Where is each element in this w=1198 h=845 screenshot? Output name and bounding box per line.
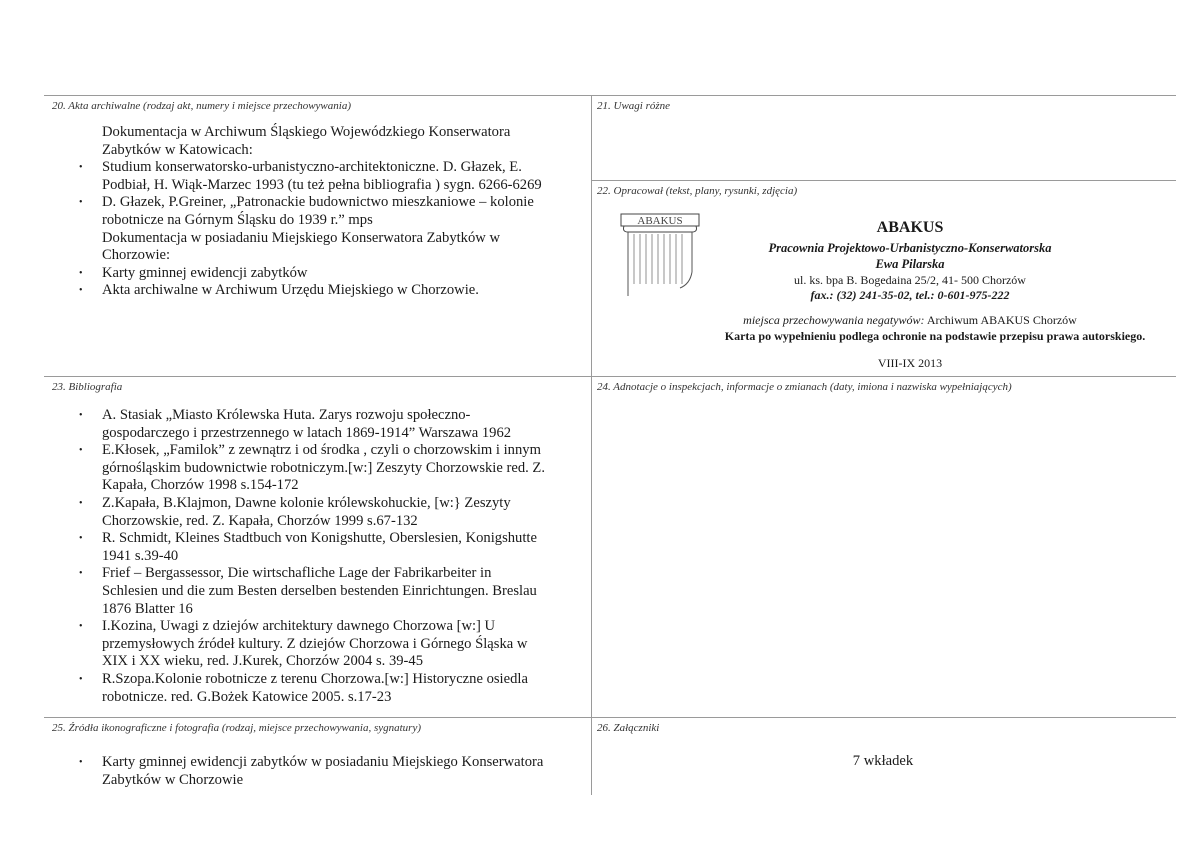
list-item: • R. Schmidt, Kleines Stadtbuch von Konigshutte, Oberslesien, Konigshutte bbox=[52, 530, 545, 548]
list-item-text: 1876 Blatter 16 bbox=[102, 600, 193, 617]
attachments-count: 7 wkładek bbox=[852, 753, 914, 769]
rule-row3 bbox=[44, 717, 1176, 718]
company-person: Ewa Pilarska bbox=[875, 257, 945, 271]
list-item-text: Chorzowie: bbox=[102, 247, 171, 264]
list-item: • Akta archiwalne w Archiwum Urzędu Miejskiego w Chorzowie. bbox=[52, 282, 542, 300]
list-item-text: Zabytków w Chorzowie bbox=[102, 771, 244, 788]
negatives-storage bbox=[720, 313, 1100, 328]
rule-top bbox=[44, 95, 1176, 96]
list-item-text: 1941 s.39-40 bbox=[102, 547, 179, 564]
card-date: VIII-IX 2013 bbox=[877, 356, 943, 370]
list-item: • Z.Kapała, B.Klajmon, Dawne kolonie królewskohuckie, [w:} Zeszyty bbox=[52, 495, 545, 513]
section-23-body bbox=[52, 407, 545, 706]
list-item-text: Schlesien und die zum Besten derselben bestenden Einrichtungen. Breslau bbox=[102, 582, 537, 599]
list-item-text: robotnicze na Górnym Śląsku do 1939 r.” mps bbox=[102, 211, 373, 228]
section-25-body bbox=[52, 754, 543, 789]
list-item-text: Zabytków w Katowicach: bbox=[102, 141, 253, 158]
list-item-text: Kapała, Chorzów 1998 s.154-172 bbox=[102, 477, 299, 494]
list-item: • Karty gminnej ewidencji zabytków bbox=[52, 265, 542, 283]
negatives-label: miejsca przechowywania negatywów: bbox=[743, 313, 925, 327]
company-name: ABAKUS bbox=[876, 219, 944, 236]
list-item-text: Dokumentacja w Archiwum Śląskiego Wojewódzkiego Konserwatora bbox=[102, 124, 511, 140]
section-20-label: 20. Akta archiwalne (rodzaj akt, numery i miejsce przechowywania) bbox=[52, 100, 351, 112]
rule-mid-right bbox=[591, 180, 1176, 181]
section-21-label: 21. Uwagi różne bbox=[597, 100, 671, 112]
list-item: • Karty gminnej ewidencji zabytków w posiadaniu Miejskiego Konserwatora bbox=[52, 754, 543, 772]
company-address: ul. ks. bpa B. Bogedaina 25/2, 41- 500 Chorzów bbox=[794, 273, 1026, 287]
company-subtitle: Pracownia Projektowo-Urbanistyczno-Konserwatorska bbox=[768, 241, 1052, 255]
section-20-body bbox=[52, 124, 542, 300]
section-24-label: 24. Adnotacje o inspekcjach, informacje o zmianach (daty, imiona i nazwiska wypełniających) bbox=[597, 381, 1012, 393]
section-26-label: 26. Załączniki bbox=[597, 722, 660, 734]
abakus-column-logo-icon bbox=[620, 212, 700, 300]
list-item: • Studium konserwatorsko-urbanistyczno-architektoniczne. D. Głazek, E. bbox=[52, 159, 542, 177]
section-25-label: 25. Źródła ikonograficzne i fotografia (rodzaj, miejsce przechowywania, sygnatury) bbox=[52, 722, 421, 734]
list-item-text: Dokumentacja w posiadaniu Miejskiego Konserwatora Zabytków w bbox=[102, 229, 500, 246]
list-item-text: robotnicze. red. G.Bożek Katowice 2005. s.17-23 bbox=[102, 688, 392, 705]
list-item-text: górnośląskim budownictwie robotniczym.[w:] Zeszyty Chorzowskie red. Z. bbox=[102, 459, 545, 476]
list-item: • Frief – Bergassessor, Die wirtschafliche Lage der Fabrikarbeiter in bbox=[52, 565, 545, 583]
list-item: • E.Kłosek, „Familok” z zewnątrz i od środka , czyli o chorzowskim i innym bbox=[52, 442, 545, 460]
company-contact: fax.: (32) 241-35-02, tel.: 0-601-975-222 bbox=[810, 288, 1010, 302]
list-item: • I.Kozina, Uwagi z dziejów architektury dawnego Chorzowa [w:] U bbox=[52, 618, 545, 636]
list-item-text: XIX i XX wieku, red. J.Kurek, Chorzów 2004 s. 39-45 bbox=[102, 653, 424, 670]
section-23-label: 23. Bibliografia bbox=[52, 381, 123, 393]
list-item: • D. Głazek, P.Greiner, „Patronackie budownictwo mieszkaniowe – kolonie bbox=[52, 194, 542, 212]
list-item-text: Podbiał, H. Wiąk-Marzec 1993 (tu też pełna bibliografia ) sygn. 6266-6269 bbox=[102, 176, 542, 193]
negatives-value: Archiwum ABAKUS Chorzów bbox=[924, 313, 1077, 327]
list-item-text: Chorzowskie, red. Z. Kapała, Chorzów 1999 s.67-132 bbox=[102, 512, 418, 529]
rule-row2 bbox=[44, 376, 1176, 377]
list-item: • A. Stasiak „Miasto Królewska Huta. Zarys rozwoju społeczno- bbox=[52, 407, 545, 425]
rule-center bbox=[591, 95, 592, 795]
copyright-note: Karta po wypełnieniu podlega ochronie na podstawie przepisu prawa autorskiego. bbox=[724, 329, 1146, 343]
logo-text: ABAKUS bbox=[637, 215, 683, 227]
list-item-text: gospodarczego i przestrzennego w latach 1869-1914” Warszawa 1962 bbox=[102, 424, 512, 441]
list-item: • R.Szopa.Kolonie robotnicze z terenu Chorzowa.[w:] Historyczne osiedla bbox=[52, 671, 545, 689]
list-item-text: przemysłowych źródeł kultury. Z dziejów Chorzowa i Górnego Śląska w bbox=[102, 635, 528, 652]
section-22-label: 22. Opracował (tekst, plany, rysunki, zdjęcia) bbox=[597, 185, 798, 197]
